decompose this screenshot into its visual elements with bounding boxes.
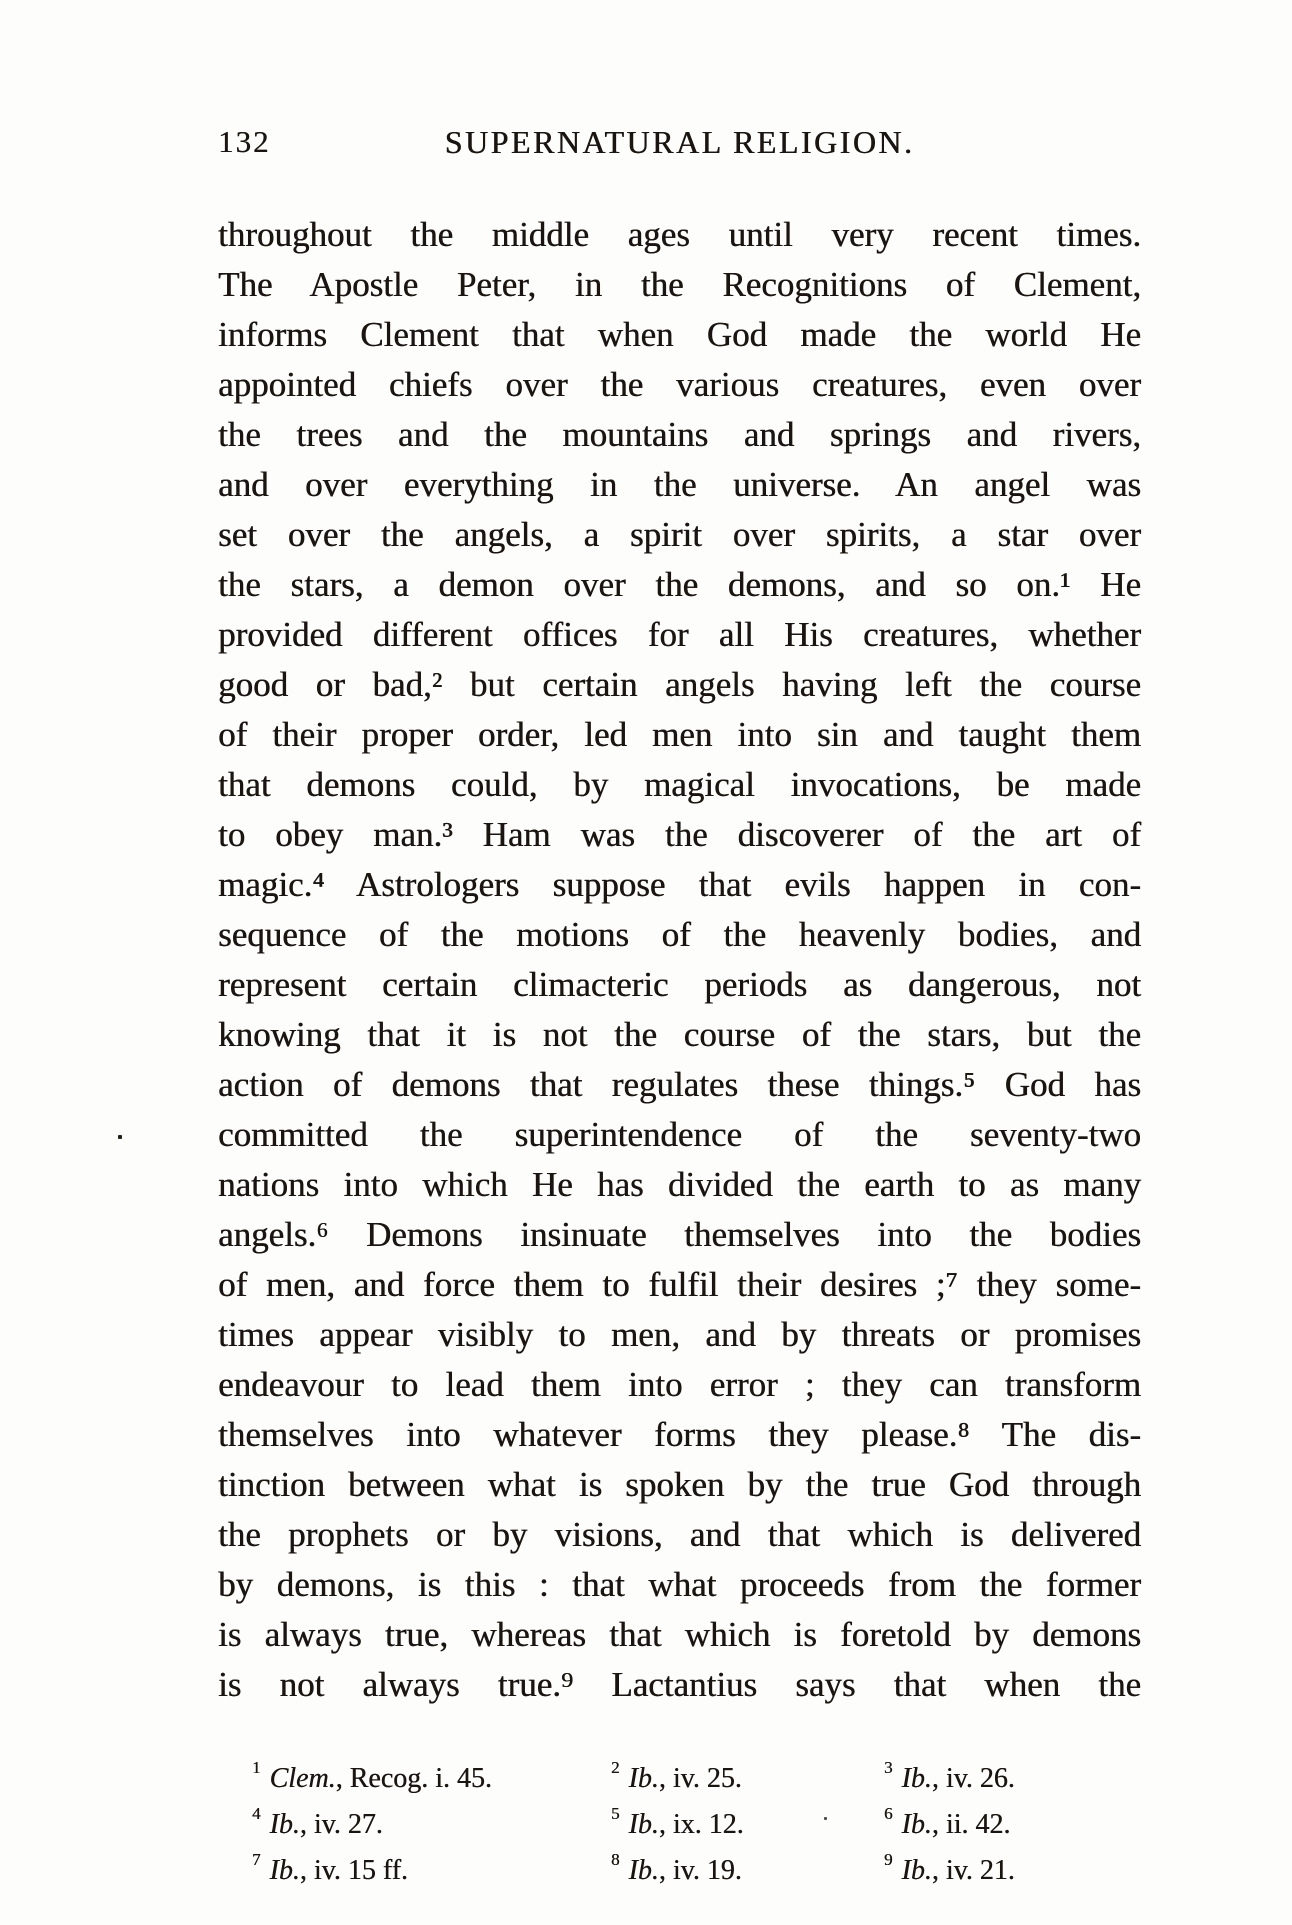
text-line: good or bad,² but certain angels having left the course xyxy=(218,665,1141,704)
text-line: themselves into whatever forms they please.⁸ The dis- xyxy=(218,1415,1141,1454)
ink-speck xyxy=(118,1135,122,1139)
footnote-source: Ib. xyxy=(269,1855,300,1886)
footnote-row xyxy=(218,1802,1141,1848)
footnote-4 xyxy=(218,1802,611,1848)
footnote-source: Ib. xyxy=(901,1855,932,1886)
page-header xyxy=(218,124,1141,166)
text-line: times appear visibly to men, and by threats or promises xyxy=(218,1315,1141,1354)
text-line: is not always true.⁹ Lactantius says that when the xyxy=(218,1665,1141,1704)
footnote-source: Ib. xyxy=(901,1763,932,1794)
body-text xyxy=(218,210,1141,1710)
footnote-marker: 2 xyxy=(611,1758,620,1777)
footnote-ref: , iv. 21. xyxy=(931,1855,1015,1886)
footnote-row xyxy=(218,1848,1141,1894)
footnote-2 xyxy=(611,1756,884,1802)
footnote-marker: 8 xyxy=(611,1850,620,1869)
text-line: sequence of the motions of the heavenly bodies, and xyxy=(218,915,1141,954)
text-line: appointed chiefs over the various creatures, even over xyxy=(218,365,1141,404)
footnote-3 xyxy=(884,1756,1141,1802)
footnote-source: Ib. xyxy=(628,1855,659,1886)
text-line: knowing that it is not the course of the stars, but the xyxy=(218,1015,1141,1054)
footnote-source: Ib. xyxy=(628,1809,659,1840)
text-line: committed the superintendence of the seventy-two xyxy=(218,1115,1141,1154)
footnote-5 xyxy=(611,1802,884,1848)
footnote-ref: , iv. 27. xyxy=(299,1809,383,1840)
text-line: by demons, is this : that what proceeds from the former xyxy=(218,1565,1141,1604)
text-line: angels.⁶ Demons insinuate themselves into the bodies xyxy=(218,1215,1141,1254)
footnote-marker: 9 xyxy=(884,1850,893,1869)
footnote-ref: , Recog. i. 45. xyxy=(335,1763,492,1794)
footnote-9 xyxy=(884,1848,1141,1894)
footnote-ref: , ix. 12. xyxy=(658,1809,744,1840)
text-line: to obey man.³ Ham was the discoverer of the art of xyxy=(218,815,1141,854)
text-line: provided different offices for all His creatures, whether xyxy=(218,615,1141,654)
footnote-ref: , iv. 26. xyxy=(931,1763,1015,1794)
text-line: of men, and force them to fulfil their desires ;⁷ they some- xyxy=(218,1265,1141,1304)
footnote-marker: 7 xyxy=(252,1850,261,1869)
footnote-source: Ib. xyxy=(269,1809,300,1840)
text-line: is always true, whereas that which is foretold by demons xyxy=(218,1615,1141,1654)
text-line: the stars, a demon over the demons, and so on.¹ He xyxy=(218,565,1141,604)
footnote-ref: , iv. 19. xyxy=(658,1855,742,1886)
text-line: action of demons that regulates these things.⁵ God has xyxy=(218,1065,1141,1104)
footnote-ref: , ii. 42. xyxy=(931,1809,1011,1840)
footnote-marker: 4 xyxy=(252,1804,261,1823)
text-line: that demons could, by magical invocations, be made xyxy=(218,765,1141,804)
footnote-ref: , iv. 25. xyxy=(658,1763,742,1794)
text-line: nations into which He has divided the earth to as many xyxy=(218,1165,1141,1204)
text-line: tinction between what is spoken by the true God through xyxy=(218,1465,1141,1504)
footnote-row xyxy=(218,1756,1141,1802)
text-line: and over everything in the universe. An angel was xyxy=(218,465,1141,504)
text-line: the trees and the mountains and springs and rivers, xyxy=(218,415,1141,454)
text-line: set over the angels, a spirit over spirits, a star over xyxy=(218,515,1141,554)
page-number: 132 xyxy=(218,124,271,159)
footnote-marker: 3 xyxy=(884,1758,893,1777)
footnote-marker: 6 xyxy=(884,1804,893,1823)
footnote-1 xyxy=(218,1756,611,1802)
running-title: SUPERNATURAL RELIGION. xyxy=(444,124,915,160)
footnote-source: Ib. xyxy=(628,1763,659,1794)
text-line: represent certain climacteric periods as dangerous, not xyxy=(218,965,1141,1004)
footnote-source: Ib. xyxy=(901,1809,932,1840)
text-line: The Apostle Peter, in the Recognitions of Clement, xyxy=(218,265,1141,304)
ink-speck xyxy=(824,1817,827,1820)
text-line: the prophets or by visions, and that which is delivered xyxy=(218,1515,1141,1554)
footnote-marker: 1 xyxy=(252,1758,261,1777)
text-line: throughout the middle ages until very recent times. xyxy=(218,215,1141,254)
footnote-7 xyxy=(218,1848,611,1894)
text-line: of their proper order, led men into sin and taught them xyxy=(218,715,1141,754)
text-line: magic.⁴ Astrologers suppose that evils happen in con- xyxy=(218,865,1141,904)
text-line: informs Clement that when God made the world He xyxy=(218,315,1141,354)
footnote-ref: , iv. 15 ff. xyxy=(299,1855,408,1886)
footnotes xyxy=(218,1756,1141,1894)
footnote-marker: 5 xyxy=(611,1804,620,1823)
text-line: endeavour to lead them into error ; they can transform xyxy=(218,1365,1141,1404)
footnote-6 xyxy=(884,1802,1141,1848)
footnote-8 xyxy=(611,1848,884,1894)
footnote-source: Clem. xyxy=(269,1763,336,1794)
